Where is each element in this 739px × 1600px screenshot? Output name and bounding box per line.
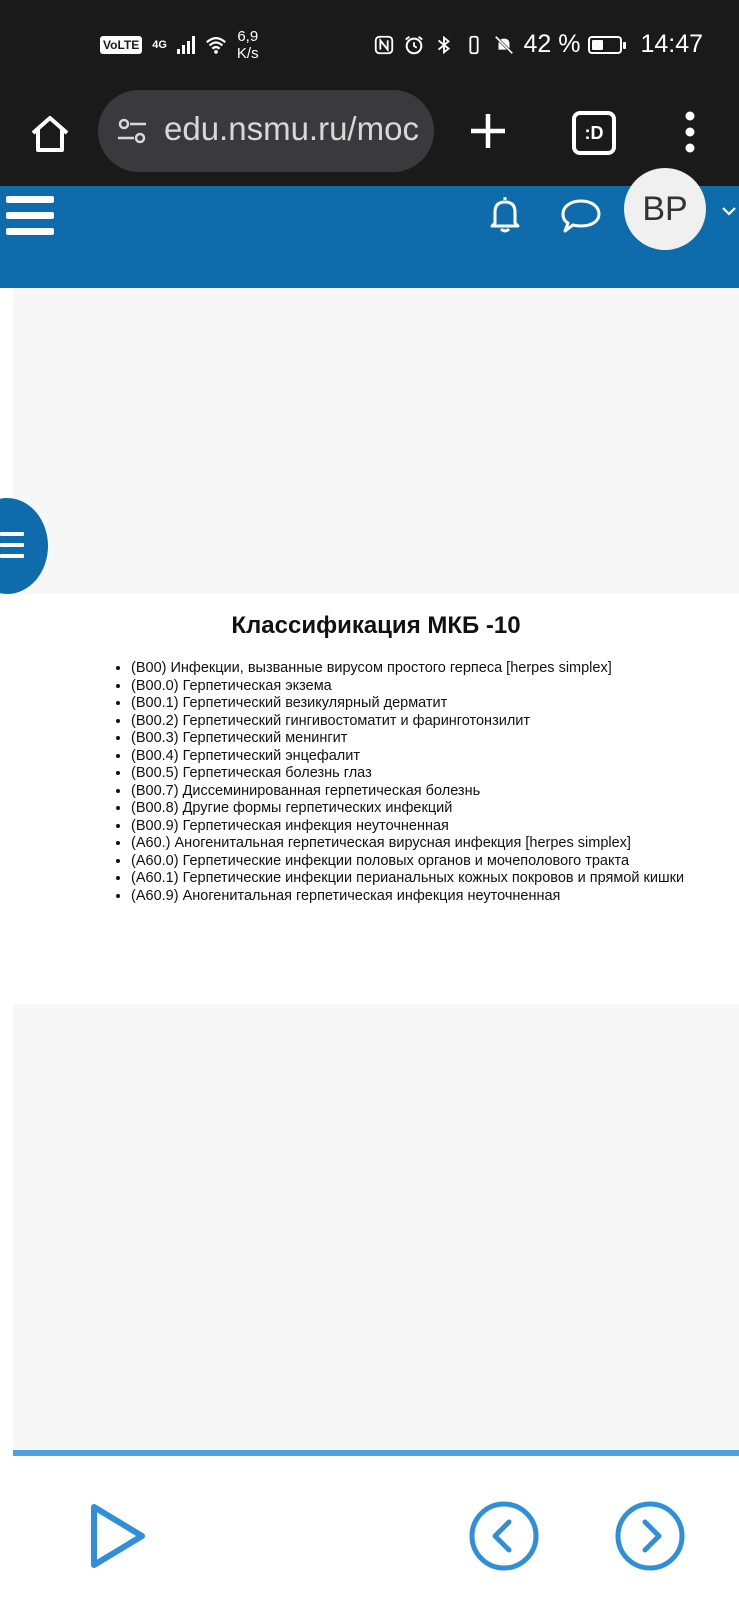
clock: 14:47: [640, 30, 703, 58]
list-item: • (В00.4) Герпетический энцефалит: [131, 748, 711, 766]
list-item: • (В00.0) Герпетическая экзема: [131, 678, 711, 696]
list-item: • (В00) Инфекции, вызванные вирусом простого герпеса [herpes simplex]: [131, 660, 711, 678]
notification-bell-icon[interactable]: [488, 194, 522, 234]
chevron-down-icon[interactable]: [722, 204, 736, 218]
content-panel-bottom: [13, 1004, 739, 1450]
browser-toolbar: [0, 90, 739, 186]
list-item: • (А60.9) Аногенитальная герпетическая инфекция неуточненная: [131, 888, 711, 906]
speed-unit: K/s: [236, 45, 259, 62]
user-avatar[interactable]: ВР: [624, 168, 706, 250]
site-settings-icon[interactable]: [116, 115, 148, 147]
vibrate-icon: [463, 34, 485, 56]
wifi-icon: [205, 34, 227, 56]
list-item: • (В00.3) Герпетический менингит: [131, 730, 711, 748]
nfc-icon: [373, 34, 395, 56]
url-text[interactable]: edu.nsmu.ru/moc: [164, 110, 419, 147]
alarm-icon: [403, 34, 425, 56]
status-bar: [0, 0, 739, 90]
network-type: 4G: [152, 39, 167, 51]
list-item: • (А60.0) Герпетические инфекции половых органов и мочеполового тракта: [131, 853, 711, 871]
list-item: • (В00.2) Герпетический гингивостоматит и фаринготонзилит: [131, 713, 711, 731]
previous-icon[interactable]: [468, 1500, 540, 1572]
home-icon[interactable]: [28, 112, 72, 156]
list-item: • (А60.) Аногенитальная герпетическая вирусная инфекция [herpes simplex]: [131, 835, 711, 853]
plus-icon[interactable]: [468, 111, 508, 151]
list-item: • (В00.9) Герпетическая инфекция неуточненная: [131, 818, 711, 836]
message-icon[interactable]: [560, 198, 602, 234]
bluetooth-icon: [433, 34, 455, 56]
menu-lines-icon: [0, 530, 34, 562]
play-icon[interactable]: [88, 1502, 148, 1570]
network-speed: [237, 28, 259, 62]
list-item: • (А60.1) Герпетические инфекции перианальных кожных покровов и прямой кишки: [131, 870, 711, 888]
list-item: • (В00.1) Герпетический везикулярный дерматит: [131, 695, 711, 713]
status-right: [373, 30, 703, 59]
next-icon[interactable]: [614, 1500, 686, 1572]
signal-icon: [177, 36, 195, 54]
hamburger-icon[interactable]: [6, 194, 56, 238]
list-item: • (В00.5) Герпетическая болезнь глаз: [131, 765, 711, 783]
tab-switcher-button[interactable]: :D: [572, 111, 616, 155]
app-header: [0, 186, 739, 288]
content-panel-top: [13, 288, 739, 594]
address-bar[interactable]: [98, 90, 434, 172]
status-left: [100, 28, 259, 62]
speed-value: 6,9: [237, 28, 259, 45]
list-item: • (В00.8) Другие формы герпетических инфекций: [131, 800, 711, 818]
document-page: [13, 594, 739, 1004]
battery-icon: [588, 36, 622, 54]
battery-percent: 42 %: [523, 30, 581, 58]
mute-bell-icon: [493, 34, 515, 56]
volte-badge: VoLTE: [100, 36, 142, 54]
list-item: • (В00.7) Диссеминированная герпетическая болезнь: [131, 783, 711, 801]
more-vertical-icon[interactable]: [678, 110, 702, 154]
classification-list: [97, 660, 711, 905]
playback-progress-bar[interactable]: [13, 1450, 739, 1456]
document-title: Классификация МКБ -10: [231, 612, 521, 639]
